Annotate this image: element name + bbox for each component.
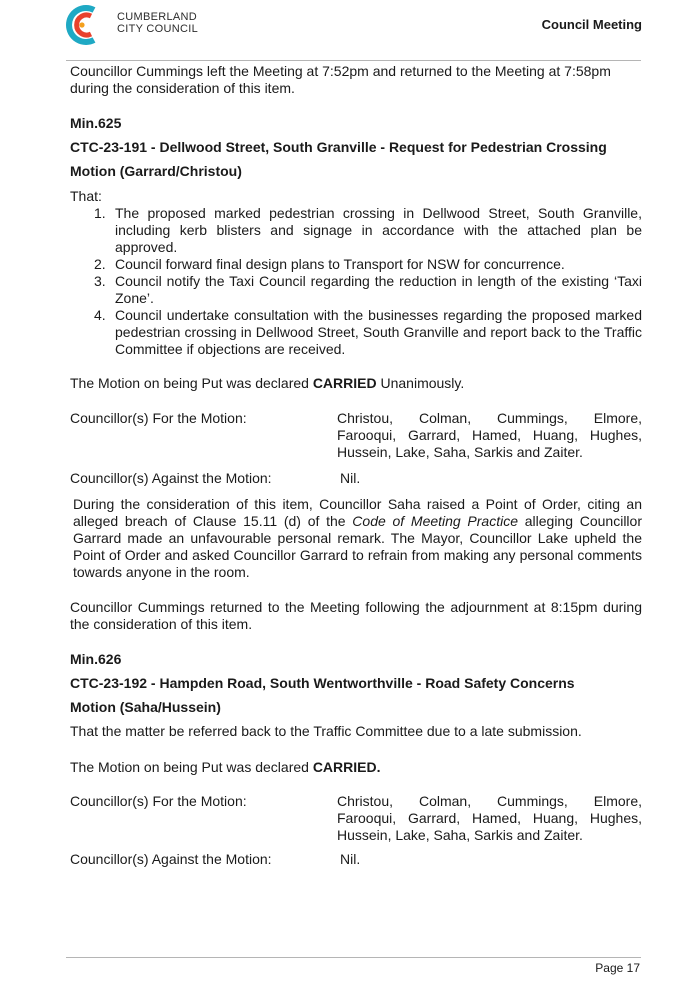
header-title: Council Meeting [541,17,642,32]
footer-divider [66,957,641,958]
motion-that: That: [70,188,102,204]
item-title: CTC-23-192 - Hampden Road, South Wentworthville - Road Safety Concerns [70,675,575,691]
intro-note: Councillor Cummings left the Meeting at 7:52pm and returned to the Meeting at 7:58pm during the consideration of this item. [70,63,611,96]
against-names: Nil. [340,470,361,486]
page-number: Page 17 [595,961,640,975]
list-number: 3. [94,273,106,289]
list-number: 2. [94,256,106,272]
motion-result [70,375,642,392]
note-text: During the consideration of this item, Councillor Saha raised a Point of Order, citing an alleged breach of Clause 15.11 (d) of the [73,496,642,529]
list-number: 1. [94,205,106,221]
list-text: Council notify the Taxi Council regarding the reduction in length of the existing ‘Taxi Zone’. [115,273,642,306]
for-label: Councillor(s) For the Motion: [70,410,247,426]
minute-number: Min.625 [70,115,122,131]
logo-line-1: CUMBERLAND [117,11,198,23]
note-text: alleging Councillor Garrard made an unfavourable personal remark. The Mayor, Councillor Lake upheld the Point of Order and asked Councillor Garrard to refrain from making any personal comments towards anyone in the room. [73,513,642,580]
for-names-line: Farooqui, Garrard, Hamed, Huang, Hughes, [337,427,642,443]
list-item [70,256,642,273]
list-text: The proposed marked pedestrian crossing in Dellwood Street, South Granville, including kerb blisters and signage in accordance with the attached plan be approved. [115,205,642,255]
for-names [337,410,642,461]
for-names-line: Christou, Colman, Cummings, Elmore, [337,410,642,426]
motion-list [70,205,642,358]
motion-mover: Motion (Saha/Hussein) [70,699,221,715]
motion-mover: Motion (Garrard/Christou) [70,163,242,179]
result-word: CARRIED. [312,759,381,775]
against-label: Councillor(s) Against the Motion: [70,470,272,486]
for-names [337,793,642,844]
list-number: 4. [94,307,106,323]
result-suffix: Unanimously. [376,375,465,391]
for-names-line: Hussein, Lake, Saha, Sarkis and Zaiter. [337,827,583,843]
return-note: Councillor Cummings returned to the Meeting following the adjournment at 8:15pm during the consideration of this item. [70,599,642,632]
for-names-line: Christou, Colman, Cummings, Elmore, [337,793,642,809]
for-label: Councillor(s) For the Motion: [70,793,247,809]
point-of-order-note [73,496,642,581]
logo-wordmark [117,11,198,35]
list-text: Council forward final design plans to Transport for NSW for concurrence. [115,256,565,272]
result-prefix: The Motion on being Put was declared [70,375,313,391]
item-title: CTC-23-191 - Dellwood Street, South Granville - Request for Pedestrian Crossing [70,139,607,155]
result-prefix: The Motion on being Put was declared [70,759,313,775]
logo-line-2: CITY COUNCIL [117,23,199,35]
list-item [70,307,642,358]
list-item [70,273,642,307]
header-divider [66,60,641,61]
for-names-line: Farooqui, Garrard, Hamed, Huang, Hughes, [337,810,642,826]
against-names: Nil. [340,851,361,867]
motion-that: That the matter be referred back to the Traffic Committee due to a late submission. [70,723,582,739]
against-label: Councillor(s) Against the Motion: [70,851,272,867]
minute-number: Min.626 [70,651,122,667]
list-text: Council undertake consultation with the businesses regarding the proposed marked pedestrian crossing in Dellwood Street, South Granville and report back to the Traffic Committee if objections are received. [115,307,642,357]
for-names-line: Hussein, Lake, Saha, Sarkis and Zaiter. [337,444,583,460]
list-item [70,205,642,256]
motion-result [70,759,642,776]
note-emphasis: Code of Meeting Practice [352,513,519,529]
cumberland-logo [64,2,100,48]
result-word: CARRIED [312,375,377,391]
